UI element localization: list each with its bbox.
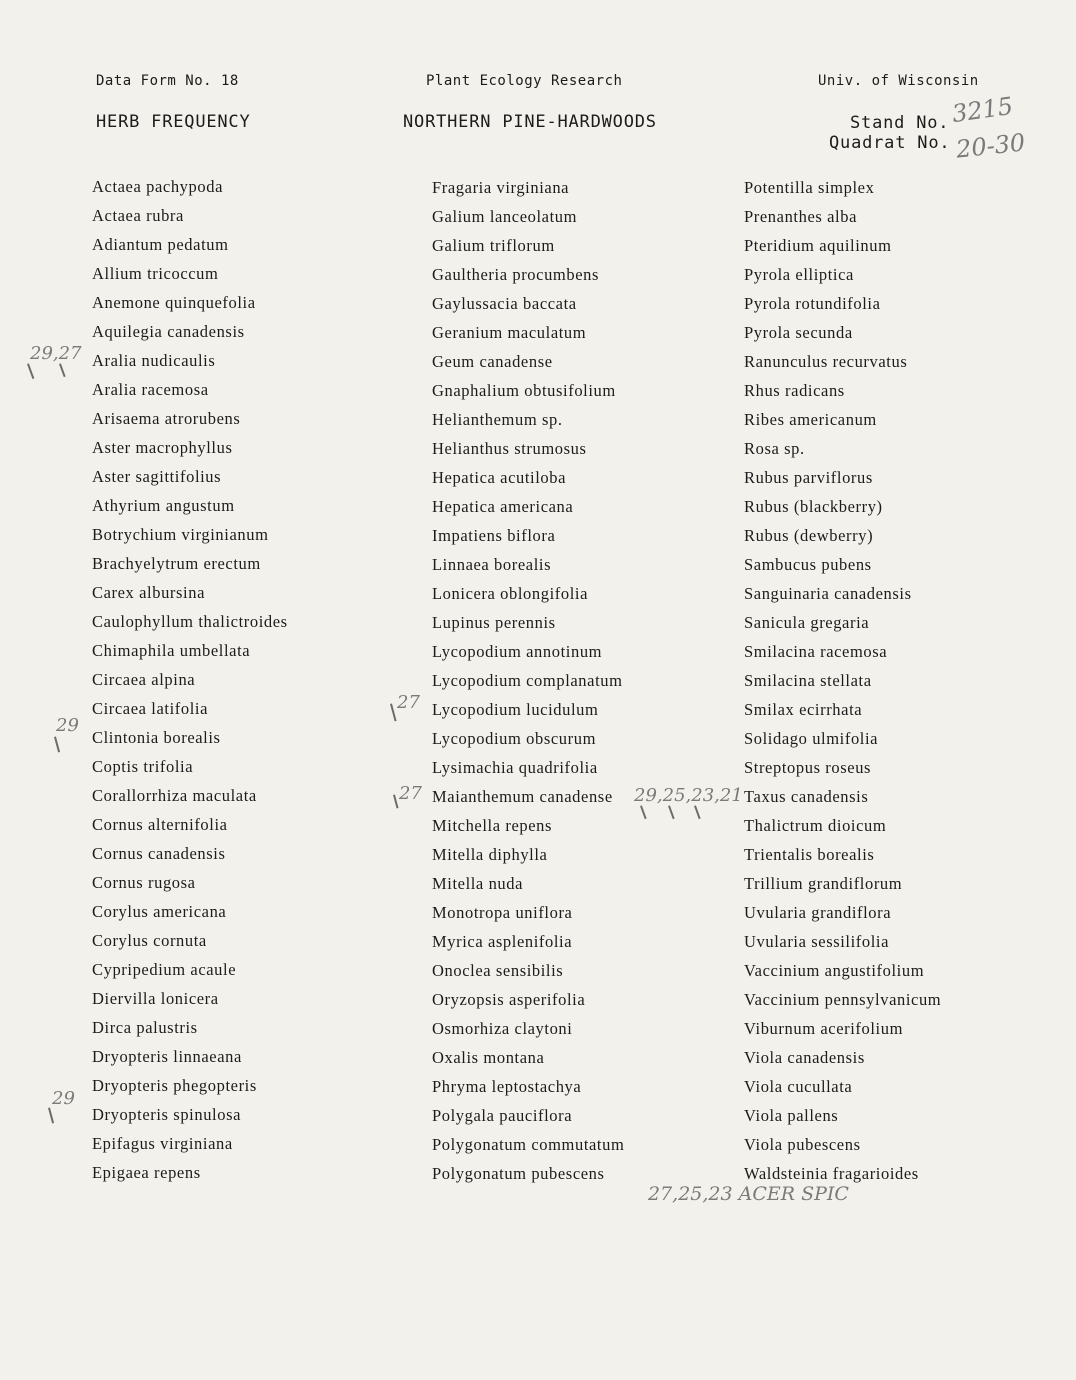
species-entry: Uvularia grandiflora [744, 903, 892, 922]
species-entry: Viburnum acerifolium [744, 1019, 904, 1038]
species-entry: Dryopteris linnaeana [92, 1047, 242, 1066]
species-entry: Lonicera oblongifolia [432, 584, 589, 603]
species-entry: Lupinus perennis [432, 613, 556, 632]
community-title: NORTHERN PINE-HARDWOODS [403, 112, 657, 132]
species-entry: Allium tricoccum [92, 264, 219, 283]
species-entry: Smilacina racemosa [744, 642, 888, 661]
species-entry: Rhus radicans [744, 381, 845, 400]
stand-label: Stand No. [850, 113, 950, 133]
species-entry: Osmorhiza claytoni [432, 1019, 573, 1038]
species-entry: Mitella diphylla [432, 845, 548, 864]
species-entry: Dirca palustris [92, 1018, 198, 1037]
species-entry: Coptis trifolia [92, 757, 194, 776]
species-entry: Caulophyllum thalictroides [92, 612, 288, 631]
university-name: Univ. of Wisconsin [818, 73, 979, 89]
species-entry: Circaea latifolia [92, 699, 209, 718]
species-entry: Pyrola secunda [744, 323, 853, 342]
species-entry: Gaylussacia baccata [432, 294, 577, 313]
species-entry: Actaea rubra [92, 206, 184, 225]
stand-value: 3215 [950, 91, 1015, 129]
species-entry: Anemone quinquefolia [92, 293, 256, 312]
species-entry: Carex albursina [92, 583, 206, 602]
species-entry: Potentilla simplex [744, 178, 875, 197]
species-entry: Athyrium angustum [92, 496, 235, 515]
species-entry: Ribes americanum [744, 410, 877, 429]
species-entry: Oryzopsis asperifolia [432, 990, 586, 1009]
species-entry: Lycopodium lucidulum [432, 700, 599, 719]
species-entry: Uvularia sessilifolia [744, 932, 890, 951]
species-entry: Arisaema atrorubens [92, 409, 241, 428]
species-entry: Rubus (dewberry) [744, 526, 874, 545]
species-entry: Fragaria virginiana [432, 178, 570, 197]
species-entry: Oxalis montana [432, 1048, 545, 1067]
annotation-taxus: 29,25,23,21 [634, 785, 743, 806]
species-entry: Aralia racemosa [92, 380, 209, 399]
species-entry: Phryma leptostachya [432, 1077, 582, 1096]
species-entry: Polygonatum pubescens [432, 1164, 605, 1183]
species-entry: Monotropa uniflora [432, 903, 573, 922]
annotation-clintonia: 29 [56, 715, 79, 736]
species-entry: Corallorrhiza maculata [92, 786, 257, 805]
species-entry: Prenanthes alba [744, 207, 858, 226]
species-entry: Linnaea borealis [432, 555, 552, 574]
species-entry: Diervilla lonicera [92, 989, 219, 1008]
annotation-tick [393, 795, 398, 809]
species-entry: Pteridium aquilinum [744, 236, 892, 255]
species-entry: Galium triflorum [432, 236, 555, 255]
species-entry: Rubus parviflorus [744, 468, 873, 487]
species-entry: Galium lanceolatum [432, 207, 578, 226]
species-entry: Aralia nudicaulis [92, 351, 216, 370]
species-entry: Ranunculus recurvatus [744, 352, 908, 371]
species-entry: Clintonia borealis [92, 728, 221, 747]
species-entry: Adiantum pedatum [92, 235, 229, 254]
species-entry: Chimaphila umbellata [92, 641, 251, 660]
species-entry: Solidago ulmifolia [744, 729, 879, 748]
species-entry: Pyrola rotundifolia [744, 294, 881, 313]
annotation-tick [48, 1108, 54, 1124]
annotation-lycopodium: 27 [397, 692, 420, 713]
species-entry: Sanguinaria canadensis [744, 584, 912, 603]
research-title: Plant Ecology Research [426, 73, 623, 89]
species-entry: Streptopus roseus [744, 758, 872, 777]
species-entry: Geranium maculatum [432, 323, 587, 342]
species-entry: Cypripedium acaule [92, 960, 237, 979]
species-entry: Onoclea sensibilis [432, 961, 564, 980]
species-entry: Polygala pauciflora [432, 1106, 573, 1125]
species-entry: Lycopodium obscurum [432, 729, 597, 748]
annotation-tick [694, 805, 700, 819]
species-entry: Gaultheria procumbens [432, 265, 600, 284]
annotation-tick [390, 704, 396, 722]
species-entry: Viola canadensis [744, 1048, 865, 1067]
species-entry: Geum canadense [432, 352, 553, 371]
species-entry: Botrychium virginianum [92, 525, 269, 544]
species-list-column-2 [432, 177, 624, 1192]
quadrat-label: Quadrat No. [829, 133, 951, 153]
annotation-footer: 27,25,23 ACER SPIC [648, 1183, 849, 1205]
species-entry: Trillium grandiflorum [744, 874, 903, 893]
species-entry: Myrica asplenifolia [432, 932, 573, 951]
annotation-tick [640, 805, 646, 819]
form-title: HERB FREQUENCY [96, 112, 251, 132]
species-entry: Viola cucullata [744, 1077, 853, 1096]
species-entry: Aster sagittifolius [92, 467, 222, 486]
species-entry: Mitella nuda [432, 874, 524, 893]
form-number: Data Form No. 18 [96, 73, 239, 89]
species-entry: Thalictrum dioicum [744, 816, 887, 835]
species-entry: Hepatica acutiloba [432, 468, 567, 487]
species-entry: Viola pubescens [744, 1135, 861, 1154]
annotation-tick [27, 363, 34, 379]
species-entry: Cornus canadensis [92, 844, 226, 863]
annotation-tick [54, 737, 60, 753]
species-entry: Waldsteinia fragarioides [744, 1164, 919, 1183]
species-entry: Viola pallens [744, 1106, 839, 1125]
species-entry: Cornus alternifolia [92, 815, 228, 834]
species-entry: Corylus cornuta [92, 931, 207, 950]
species-entry: Lysimachia quadrifolia [432, 758, 598, 777]
species-entry: Smilax ecirrhata [744, 700, 863, 719]
species-list-column-1 [92, 176, 288, 1191]
quadrat-value: 20-30 [954, 128, 1027, 164]
species-entry: Circaea alpina [92, 670, 196, 689]
species-entry: Aquilegia canadensis [92, 322, 245, 341]
species-entry: Maianthemum canadense [432, 787, 613, 806]
species-entry: Mitchella repens [432, 816, 553, 835]
species-entry: Epifagus virginiana [92, 1134, 233, 1153]
species-entry: Rosa sp. [744, 439, 805, 458]
annotation-tick [668, 805, 674, 819]
annotation-aralia: 29,27 [30, 343, 82, 364]
species-entry: Rubus (blackberry) [744, 497, 883, 516]
species-entry: Brachyelytrum erectum [92, 554, 261, 573]
species-entry: Helianthemum sp. [432, 410, 563, 429]
species-entry: Vaccinium pennsylvanicum [744, 990, 942, 1009]
species-entry: Taxus canadensis [744, 787, 869, 806]
annotation-maianthemum: 27 [399, 783, 422, 804]
species-entry: Pyrola elliptica [744, 265, 854, 284]
species-entry: Gnaphalium obtusifolium [432, 381, 616, 400]
species-entry: Aster macrophyllus [92, 438, 233, 457]
species-entry: Hepatica americana [432, 497, 574, 516]
species-entry: Polygonatum commutatum [432, 1135, 625, 1154]
species-list-column-3 [744, 177, 941, 1192]
species-entry: Cornus rugosa [92, 873, 196, 892]
annotation-tick [59, 363, 65, 377]
species-entry: Actaea pachypoda [92, 177, 223, 196]
species-entry: Impatiens biflora [432, 526, 556, 545]
species-entry: Helianthus strumosus [432, 439, 587, 458]
species-entry: Dryopteris spinulosa [92, 1105, 242, 1124]
species-entry: Trientalis borealis [744, 845, 875, 864]
species-entry: Sambucus pubens [744, 555, 872, 574]
annotation-dryopteris: 29 [52, 1088, 75, 1109]
species-entry: Corylus americana [92, 902, 227, 921]
species-entry: Vaccinium angustifolium [744, 961, 925, 980]
species-entry: Lycopodium complanatum [432, 671, 623, 690]
species-entry: Smilacina stellata [744, 671, 872, 690]
species-entry: Dryopteris phegopteris [92, 1076, 257, 1095]
species-entry: Sanicula gregaria [744, 613, 870, 632]
species-entry: Lycopodium annotinum [432, 642, 603, 661]
species-entry: Epigaea repens [92, 1163, 201, 1182]
